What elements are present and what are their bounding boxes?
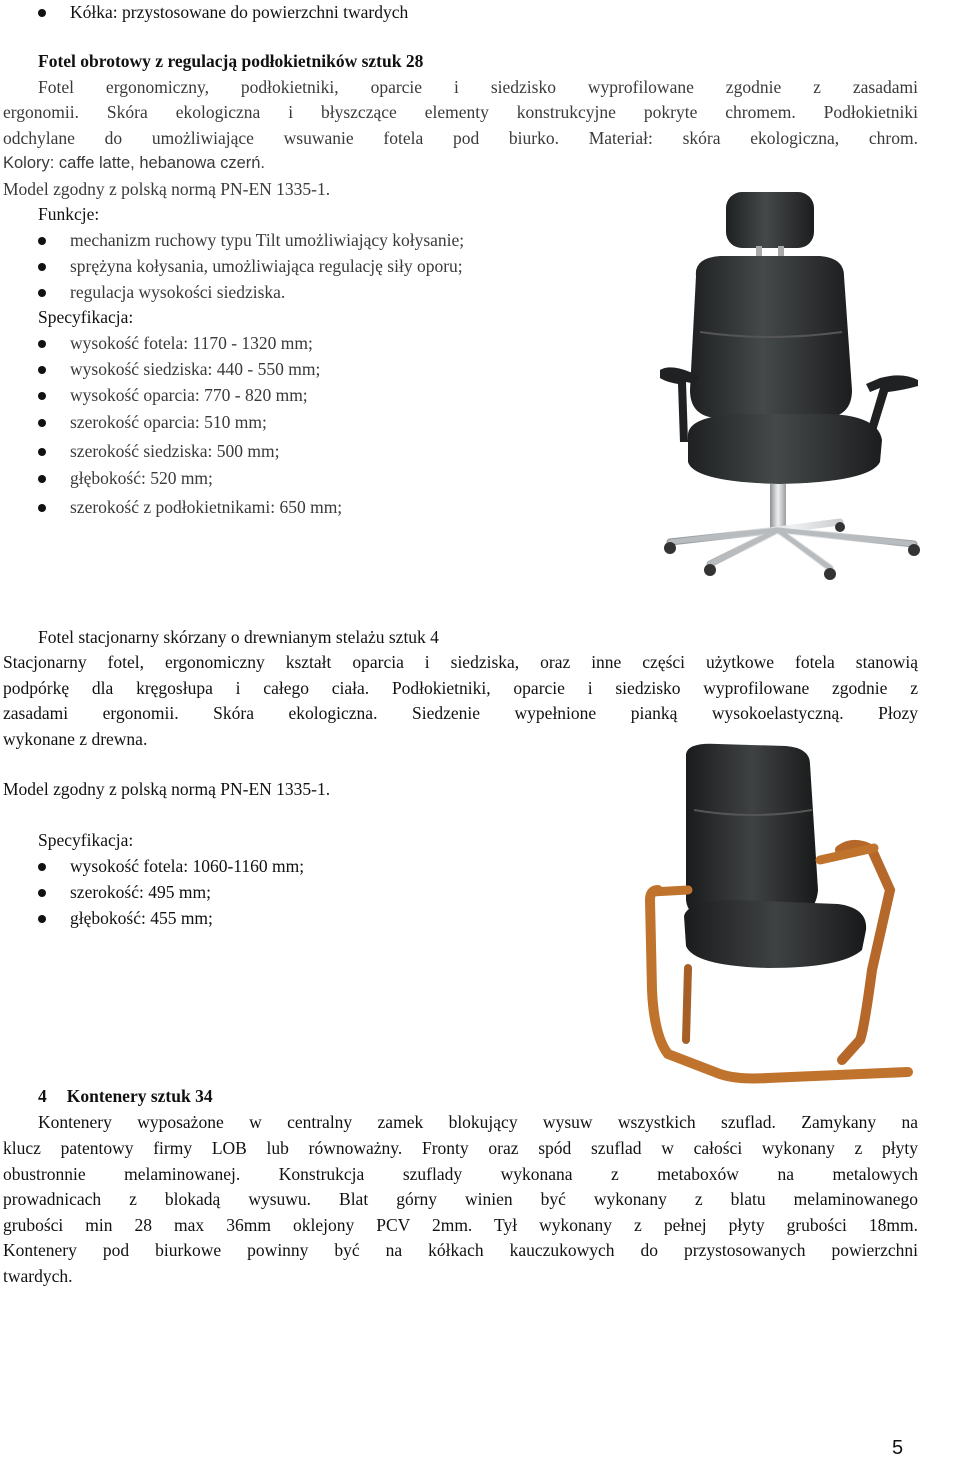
list-item-text: głębokość: 455 mm; xyxy=(70,908,213,928)
list-item-text: głębokość: 520 mm; xyxy=(70,468,213,488)
paragraph-line: Stacjonarny fotel, ergonomiczny kształt oparcia i siedziska, oraz inne części użytkowe fotela stanowią xyxy=(3,652,918,672)
bullet-icon xyxy=(38,392,46,400)
list-item-text: wysokość siedziska: 440 - 550 mm; xyxy=(70,359,321,379)
section-1-title: Fotel obrotowy z regulacją podłokietników sztuk 28 xyxy=(38,51,424,71)
list-item-text: szerokość oparcia: 510 mm; xyxy=(70,412,267,432)
bullet-icon xyxy=(38,419,46,427)
norm-line: Model zgodny z polską normą PN-EN 1335-1. xyxy=(3,779,331,799)
section-3-desc xyxy=(3,1136,918,1289)
paragraph-line: grubości min 28 max 36mm oklejony PCV 2mm. Tył wykonany z pełnej płyty grubości 18mm. xyxy=(3,1214,918,1235)
bullet-icon xyxy=(38,9,46,17)
section-2-title: Fotel stacjonarny skórzany o drewnianym stelażu sztuk 4 xyxy=(38,627,439,647)
section-3-title: Kontenery sztuk 34 xyxy=(66,1086,213,1106)
section-1 xyxy=(38,49,918,100)
norm-line: Model zgodny z polską normą PN-EN 1335-1. xyxy=(3,178,331,199)
paragraph-line: Kontenery pod biurkowe powinny być na kółkach kauczukowych do przystosowanych powierzchni xyxy=(3,1240,918,1260)
bullet-icon xyxy=(38,366,46,374)
office-chair-image xyxy=(630,180,950,580)
section-2-desc xyxy=(3,650,918,752)
bullet-icon xyxy=(38,340,46,348)
bullet-icon xyxy=(38,863,46,871)
list-item-text: szerokość: 495 mm; xyxy=(70,882,211,902)
paragraph-line: wykonane z drewna. xyxy=(3,728,148,749)
spec-heading: Specyfikacja: xyxy=(38,830,134,850)
paragraph-line: twardych. xyxy=(3,1265,73,1286)
list-item-text: wysokość fotela: 1170 - 1320 mm; xyxy=(70,333,313,353)
paragraph-line: zasadami ergonomii. Skóra ekologiczna. Siedzenie wypełnione pianką wysokoelastyczną. Płozy xyxy=(3,703,918,723)
paragraph-line: podpórkę dla kręgosłupa i całego ciała. Podłokietniki, oparcie i siedzisko wyprofilowane zgodnie z xyxy=(3,677,918,698)
spec-heading: Specyfikacja: xyxy=(38,307,134,327)
list-item-text: szerokość siedziska: 500 mm; xyxy=(70,441,280,461)
paragraph-line: Kontenery wyposażone w centralny zamek blokujący wysuw wszystkich szuflad. Zamykany na xyxy=(38,1112,918,1132)
paragraph-line: ergonomii. Skóra ekologiczna i błyszczące elementy konstrukcyjne pokryte chromem. Podłokietniki xyxy=(3,102,918,122)
list-item-text: regulacja wysokości siedziska. xyxy=(70,282,286,302)
section-3-number: 4 xyxy=(38,1086,47,1106)
section-3-heading xyxy=(38,1084,213,1110)
list-item-text: mechanizm ruchowy typu Tilt umożliwiający kołysanie; xyxy=(70,230,465,250)
list-item-text: szerokość z podłokietnikami: 650 mm; xyxy=(70,497,343,517)
bullet-icon xyxy=(38,475,46,483)
section-3-desc-first xyxy=(38,1110,918,1136)
colors-line: Kolory: caffe latte, hebanowa czerń. xyxy=(3,154,266,172)
wooden-chair-image xyxy=(628,740,918,1085)
paragraph-line: klucz patentowy firmy LOB lub równoważny. Fronty oraz spód szuflad w całości wykonany z płyty xyxy=(3,1138,918,1158)
paragraph-line: odchylane do umożliwiające wsuwanie fotela pod biurko. Materiał: skóra ekologiczna, chrom. xyxy=(3,127,918,148)
list-item-text: wysokość oparcia: 770 - 820 mm; xyxy=(70,385,308,405)
bullet-icon xyxy=(38,237,46,245)
list-item-text: sprężyna kołysania, umożliwiająca regulację siły oporu; xyxy=(70,256,463,276)
bullet-icon xyxy=(38,504,46,512)
features-heading: Funkcje: xyxy=(38,204,100,224)
list-item-text: wysokość fotela: 1060-1160 mm; xyxy=(70,856,305,876)
bullet-icon xyxy=(38,889,46,897)
page-number: 5 xyxy=(892,1437,904,1459)
bullet-icon xyxy=(38,448,46,456)
paragraph-line: prowadnicach z blokadą wysuwu. Blat górny winien być wykonany z blatu melaminowanego xyxy=(3,1189,918,1209)
bullet-icon xyxy=(38,263,46,271)
paragraph-line: obustronnie melaminowanej. Konstrukcja szuflady wykonana z metaboxów na metalowych xyxy=(3,1163,918,1184)
bullet-icon xyxy=(38,915,46,923)
list-item-text: Kółka: przystosowane do powierzchni twardych xyxy=(70,2,409,22)
bullet-icon xyxy=(38,289,46,297)
paragraph-line: Fotel ergonomiczny, podłokietniki, oparcie i siedzisko wyprofilowane zgodnie z zasadami xyxy=(38,76,918,97)
